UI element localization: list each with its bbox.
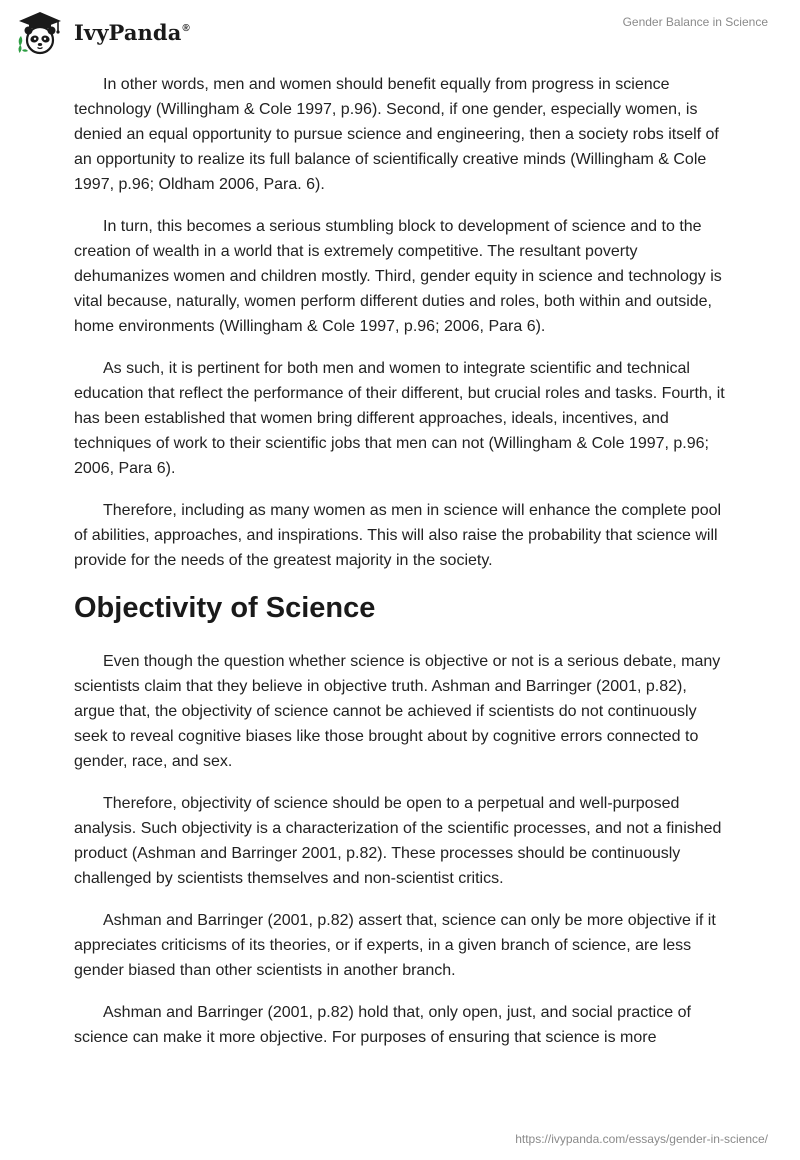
paragraph: Ashman and Barringer (2001, p.82) hold that, only open, just, and social practice of science can make it more objective. For purposes of ensuring that science is more <box>74 1004 691 1046</box>
registered-mark: ® <box>182 22 190 34</box>
paragraph: Therefore, objectivity of science should be open to a perpetual and well-purposed analysis. Such objectivity is a characterization of the scientific processes, and not a finished product (Ashman and Barringer 2001, p.82). These processes should be continuously challenged by scientists themselves and non-scientist critics. <box>74 795 722 887</box>
panda-graduate-icon <box>16 9 64 57</box>
paragraph: Ashman and Barringer (2001, p.82) assert that, science can only be more objective if it appreciates criticisms of its theories, or if experts, in a given branch of science, are less gender biased than other scientists in another branch. <box>74 912 716 979</box>
brand-name <box>74 20 190 45</box>
brand-text: IvyPanda <box>74 19 182 45</box>
page-header <box>0 0 800 70</box>
ivypanda-logo[interactable] <box>16 9 190 57</box>
paragraph: As such, it is pertinent for both men and women to integrate scientific and technical education that reflect the performance of their different, but crucial roles and tasks. Fourth, it has been established that women bring different approaches, ideals, incentives, and techniques of work to their scientific jobs that men can not (Willingham & Cole 1997, p.96; 2006, Para 6). <box>74 360 725 477</box>
paragraph: In turn, this becomes a serious stumbling block to development of science and to the creation of wealth in a world that is extremely competitive. The resultant poverty dehumanizes women and children mostly. Third, gender equity in science and technology is vital because, naturally, women perform different duties and roles, both within and outside, home environments (Willingham & Cole 1997, p.96; 2006, Para 6). <box>74 218 722 335</box>
paragraph: Even though the question whether science is objective or not is a serious debate, many scientists claim that they believe in objective truth. Ashman and Barringer (2001, p.82), argue that, the objectivity of science cannot be achieved if scientists do not continuously seek to reveal cognitive biases like those brought about by cognitive errors connected to gender, race, and sex. <box>74 653 721 770</box>
document-title: Gender Balance in Science <box>622 15 768 29</box>
source-url[interactable]: https://ivypanda.com/essays/gender-in-science/ <box>515 1132 768 1146</box>
paragraph: In other words, men and women should benefit equally from progress in science technology (Willingham & Cole 1997, p.96). Second, if one gender, especially women, is denied an equal opportunity to pursue science and engineering, then a society robs itself of an opportunity to realize its full balance of scientifically creative minds (Willingham & Cole 1997, p.96; Oldham 2006, Para. 6). <box>74 76 719 193</box>
paragraph: Therefore, including as many women as men in science will enhance the complete pool of abilities, approaches, and inspirations. This will also raise the probability that science will provide for the needs of the greatest majority in the society. <box>74 502 722 569</box>
essay-body <box>74 72 726 1067</box>
section-heading: Objectivity of Science <box>74 592 376 624</box>
